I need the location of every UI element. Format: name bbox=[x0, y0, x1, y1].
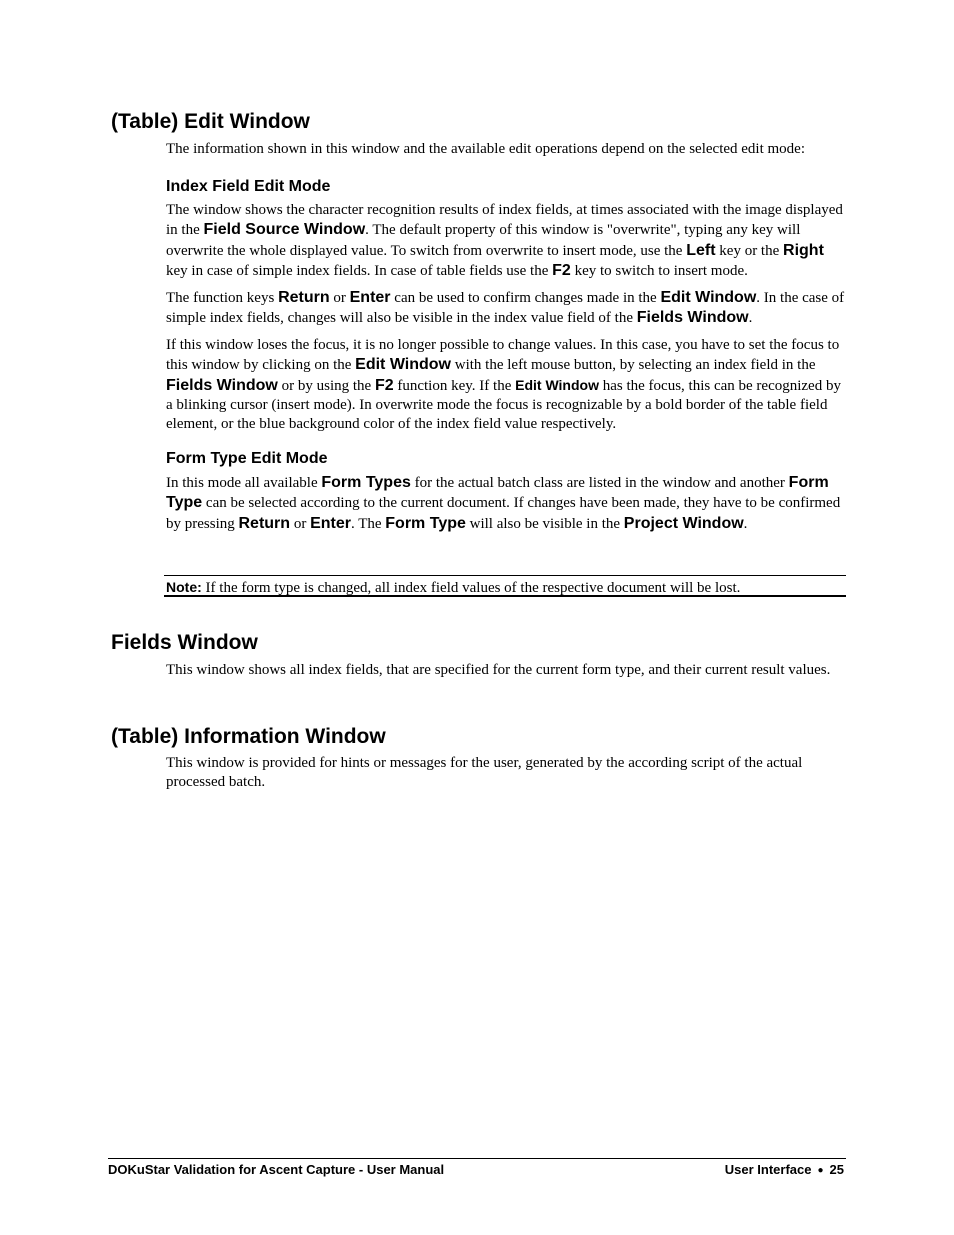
heading-information-window: (Table) Information Window bbox=[111, 725, 386, 748]
heading-edit-window: (Table) Edit Window bbox=[111, 110, 310, 133]
heading-fields-window: Fields Window bbox=[111, 631, 258, 654]
key-enter: Enter bbox=[310, 514, 351, 532]
footer-section: User Interface bbox=[724, 1162, 812, 1177]
fields-window-text: This window shows all index fields, that are specified for the current form type, and their current result values. bbox=[166, 662, 831, 678]
page-number: 25 bbox=[829, 1162, 844, 1177]
footer-page-info bbox=[725, 1162, 844, 1179]
key-f2: F2 bbox=[552, 261, 571, 279]
note-box bbox=[164, 575, 846, 597]
term-form-types: Form Types bbox=[321, 474, 411, 491]
form-mode-paragraph: In this mode all available Form Types for the actual batch class are listed in the window and another Form Type can be selected according to the current document. If changes have been made, they have to be confirmed by pressing Return or Enter. The Form Type will also be visible in the Project Window. bbox=[166, 474, 841, 532]
index-mode-paragraph-1: The window shows the character recognition results of index fields, at times associated with the image displayed in the Field Source Window. The default property of this window is "overwrite", typing any key will overwrite the whole displayed value. To switch from overwrite to insert mode, use the Left key or the Right key in case of simple index fields. In case of table fields use the F2 key to switch to insert mode. bbox=[166, 202, 843, 279]
key-return: Return bbox=[238, 514, 291, 532]
footer-document-title: DOKuStar Validation for Ascent Capture - User Manual bbox=[108, 1162, 445, 1177]
key-right: Right bbox=[783, 241, 824, 259]
term-form-type: Form Type bbox=[385, 514, 466, 532]
term-form-type: Form Type bbox=[166, 474, 829, 512]
key-return: Return bbox=[278, 289, 330, 306]
key-f2: F2 bbox=[374, 376, 394, 394]
heading-index-field-edit-mode: Index Field Edit Mode bbox=[166, 178, 331, 195]
term-edit-window: Edit Window bbox=[355, 356, 451, 374]
term-project-window: Project Window bbox=[623, 514, 744, 532]
index-mode-paragraph-2: The function keys Return or Enter can be used to confirm changes made in the Edit Window. In the case of simple index fields, changes will also be visible in the index value field of the Fields Window. bbox=[166, 289, 845, 327]
key-enter: Enter bbox=[349, 289, 391, 306]
term-edit-window: Edit Window bbox=[515, 376, 599, 393]
key-left: Left bbox=[686, 241, 716, 259]
heading-form-type-edit-mode: Form Type Edit Mode bbox=[166, 450, 328, 467]
term-field-source-window: Field Source Window bbox=[203, 221, 366, 239]
information-window-text: This window is provided for hints or messages for the user, generated by the according script of the actual processed batch. bbox=[166, 755, 803, 791]
index-mode-paragraph-3: If this window loses the focus, it is no longer possible to change values. In this case, you have to set the focus to this window by clicking on the Edit Window with the left mouse button, by selecting an index field in the Fields Window or by using the F2 function key. If the Edit Window has the focus, this can be recognized by a blinking cursor (insert mode). In overwrite mode the focus is recognizable by a bold border of the table field element, or the blue background color of the index field value respectively. bbox=[166, 337, 841, 433]
note-text: Note: If the form type is changed, all index field values of the respective document will be lost. bbox=[166, 579, 741, 596]
bullet-icon: ● bbox=[817, 1165, 824, 1176]
term-edit-window: Edit Window bbox=[660, 289, 757, 306]
note-label: Note: bbox=[166, 579, 202, 595]
term-fields-window: Fields Window bbox=[636, 309, 749, 327]
footer-divider bbox=[108, 1158, 846, 1159]
term-fields-window: Fields Window bbox=[166, 376, 278, 394]
edit-window-intro: The information shown in this window and the available edit operations depend on the selected edit mode: bbox=[166, 141, 806, 157]
